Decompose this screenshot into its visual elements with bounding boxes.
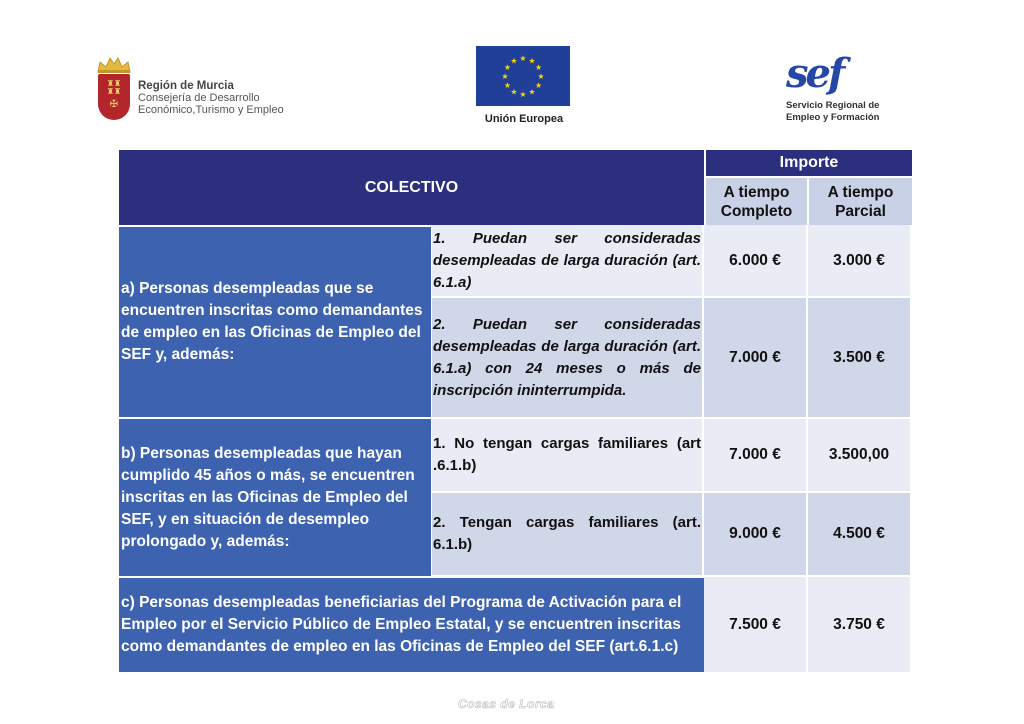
murcia-title: Región de Murcia: [138, 80, 234, 92]
table-row-a1-parcial: [808, 225, 912, 298]
table-row-b1-parcial: [808, 419, 912, 493]
amount-text: 3.750 €: [833, 615, 885, 633]
table-row-a1-condition: [432, 225, 704, 298]
condition-text: 2. Puedan ser consideradas desempleadas de larga duración (art. 6.1.a) con 24 meses o más de inscripción ininterrumpida.: [433, 315, 701, 399]
table-row-a2-completo: [704, 298, 808, 419]
amount-text: 7.000 €: [729, 446, 781, 463]
header-parcial-line2: Parcial: [835, 202, 886, 220]
amount-text: 3.500 €: [833, 348, 885, 366]
amount-text: 7.500 €: [729, 615, 781, 633]
table-row-b1-completo: [704, 419, 808, 493]
eu-label: Unión Europea: [484, 113, 564, 125]
eu-flag-icon: [476, 46, 570, 106]
eu-logo: [476, 46, 572, 130]
murcia-subtitle-2: Económico,Turismo y Empleo: [138, 104, 284, 116]
eu-star-icon: ★: [503, 63, 511, 72]
region-murcia-logo: [94, 52, 294, 130]
eu-star-icon: ★: [528, 87, 536, 97]
eu-star-icon: ★: [519, 90, 527, 99]
header-completo: [706, 178, 807, 225]
condition-text: 2. Tengan cargas familiares (art. 6.1.b): [433, 514, 701, 553]
header-completo-line1: A tiempo: [723, 183, 790, 201]
sef-mark: sef: [786, 50, 843, 97]
amount-text: 3.000 €: [833, 251, 885, 269]
eu-star-icon: ★: [519, 54, 527, 63]
eu-star-icon: ★: [528, 56, 536, 66]
group-b-text: b) Personas desempleadas que hayan cumplido 45 años o más, se encuentren inscritas en las Oficinas de Empleo del SEF, y en situación de desempleo prolongado y, además:: [121, 444, 415, 550]
table-row-b2-completo: [704, 493, 808, 577]
table-row-b1-condition: [432, 419, 704, 493]
sef-line-2: Empleo y Formación: [786, 112, 880, 123]
eu-star-icon: ★: [535, 81, 543, 90]
eu-star-icon: ★: [501, 72, 509, 81]
coat-of-arms-icon: ♜♜ ♜♜ ✠: [98, 74, 130, 120]
murcia-subtitle-1: Consejería de Desarrollo: [138, 92, 260, 104]
sef-logo: [780, 52, 900, 132]
amount-text: 7.000 €: [729, 348, 781, 366]
group-a-text: a) Personas desempleadas que se encuentren inscritas como demandantes de empleo en las Oficinas de Empleo del SEF y, además:: [121, 280, 423, 363]
amount-text: 4.500 €: [833, 525, 885, 542]
crown-icon: [96, 54, 132, 74]
sef-line-1: Servicio Regional de: [786, 100, 880, 111]
group-a-label: [119, 227, 431, 417]
table-row-c-completo: [704, 577, 808, 672]
eu-star-icon: ★: [535, 63, 543, 72]
table-row-b2-condition: [432, 493, 704, 577]
condition-text: 1. Puedan ser consideradas desempleadas de larga duración (art. 6.1.a): [433, 229, 701, 291]
subsidy-table: [119, 150, 912, 672]
header-colectivo: [119, 150, 704, 225]
header-parcial: [809, 178, 912, 225]
eu-star-icon: ★: [510, 87, 518, 97]
header-colectivo-text: COLECTIVO: [364, 178, 459, 196]
header-parcial-line1: A tiempo: [827, 183, 894, 201]
eu-star-icon: ★: [503, 81, 511, 90]
header-importe: [704, 150, 912, 176]
table-row-b2-parcial: [808, 493, 912, 577]
group-b-label: [119, 419, 431, 576]
header-completo-line2: Completo: [720, 202, 793, 220]
amount-text: 9.000 €: [729, 525, 781, 542]
watermark: Cosas de Lorca: [458, 697, 555, 711]
group-c-label: [119, 578, 704, 672]
amount-text: 3.500,00: [828, 446, 890, 463]
header-importe-text: Importe: [779, 154, 839, 171]
table-row-c-parcial: [808, 577, 912, 672]
table-row-a1-completo: [704, 225, 808, 298]
group-c-text: c) Personas desempleadas beneficiarias del Programa de Activación para el Empleo por el Servicio Público de Empleo Estatal, y se encuentren inscritas como demandantes de empleo en las Oficinas de Empleo del SEF (art.6.1.c): [121, 594, 682, 655]
eu-star-icon: ★: [510, 56, 518, 66]
condition-text: 1. No tengan cargas familiares (art .6.1.b): [433, 435, 701, 474]
amount-text: 6.000 €: [729, 251, 781, 269]
table-row-a2-parcial: [808, 298, 912, 419]
eu-star-icon: ★: [537, 72, 545, 81]
table-row-a2-condition: [432, 298, 704, 419]
